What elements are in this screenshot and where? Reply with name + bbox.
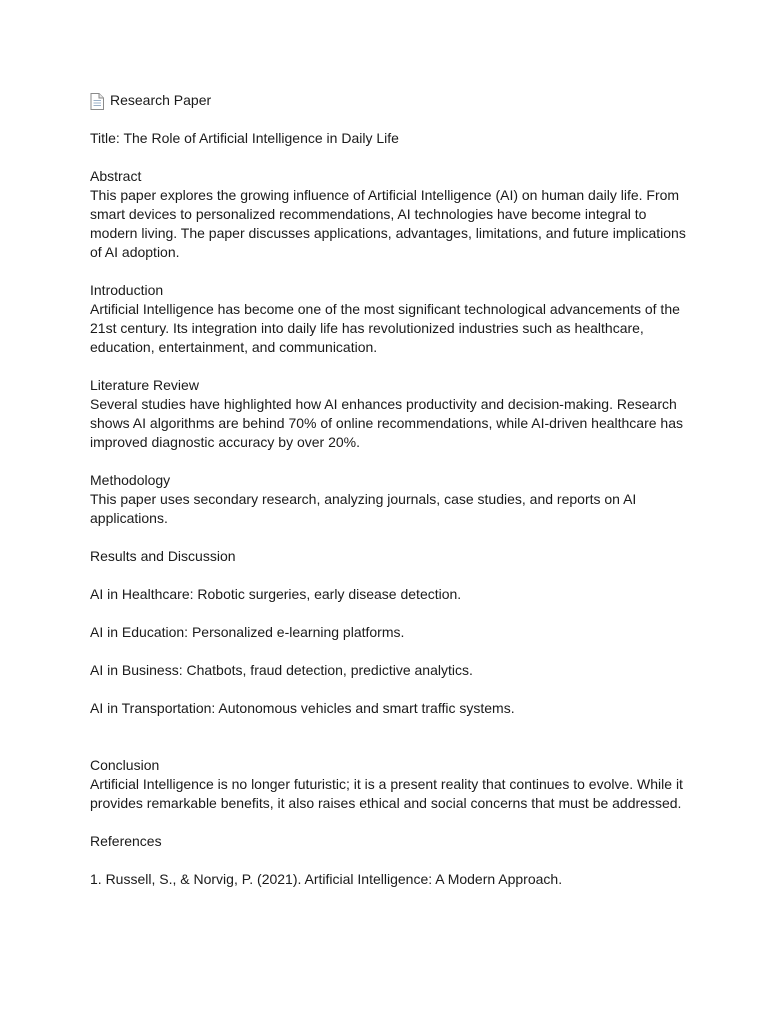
results-item-transportation: AI in Transportation: Autonomous vehicles and smart traffic systems. xyxy=(90,700,515,716)
document-icon xyxy=(90,93,104,110)
conclusion-body: Artificial Intelligence is no longer futuristic; it is a present reality that continues to evolve. While it provides remarkable benefits, it also raises ethical and social concerns that must be addressed. xyxy=(90,776,683,811)
introduction-body: Artificial Intelligence has become one of the most significant technological advancements of the 21st century. Its integration into daily life has revolutionized industries such as healthcare, education, entertainment, and communication. xyxy=(90,301,680,355)
introduction-heading: Introduction xyxy=(90,282,164,298)
literature-review-body: Several studies have highlighted how AI enhances productivity and decision-making. Research shows AI algorithms are behind 70% of online recommendations, while AI-driven healthcare has improved diagnostic accuracy by over 20%. xyxy=(90,396,683,450)
results-heading: Results and Discussion xyxy=(90,548,236,564)
abstract-body: This paper explores the growing influence of Artificial Intelligence (AI) on human daily life. From smart devices to personalized recommendations, AI technologies have become integral to modern living. The paper discusses applications, advantages, limitations, and future implications of AI adoption. xyxy=(90,187,686,260)
results-item-business: AI in Business: Chatbots, fraud detection, predictive analytics. xyxy=(90,662,473,678)
references-heading: References xyxy=(90,833,162,849)
paper-title: Title: The Role of Artificial Intelligence in Daily Life xyxy=(90,130,399,146)
results-item-healthcare: AI in Healthcare: Robotic surgeries, early disease detection. xyxy=(90,586,462,602)
document-page xyxy=(90,91,690,889)
document-type-label: Research Paper xyxy=(110,92,212,108)
methodology-body: This paper uses secondary research, analyzing journals, case studies, and reports on AI applications. xyxy=(90,491,637,526)
abstract-heading: Abstract xyxy=(90,168,142,184)
results-item-education: AI in Education: Personalized e-learning platforms. xyxy=(90,624,405,640)
reference-item: 1. Russell, S., & Norvig, P. (2021). Artificial Intelligence: A Modern Approach. xyxy=(90,871,563,887)
methodology-heading: Methodology xyxy=(90,472,171,488)
literature-review-heading: Literature Review xyxy=(90,377,199,393)
document-header xyxy=(90,91,690,110)
conclusion-heading: Conclusion xyxy=(90,757,160,773)
